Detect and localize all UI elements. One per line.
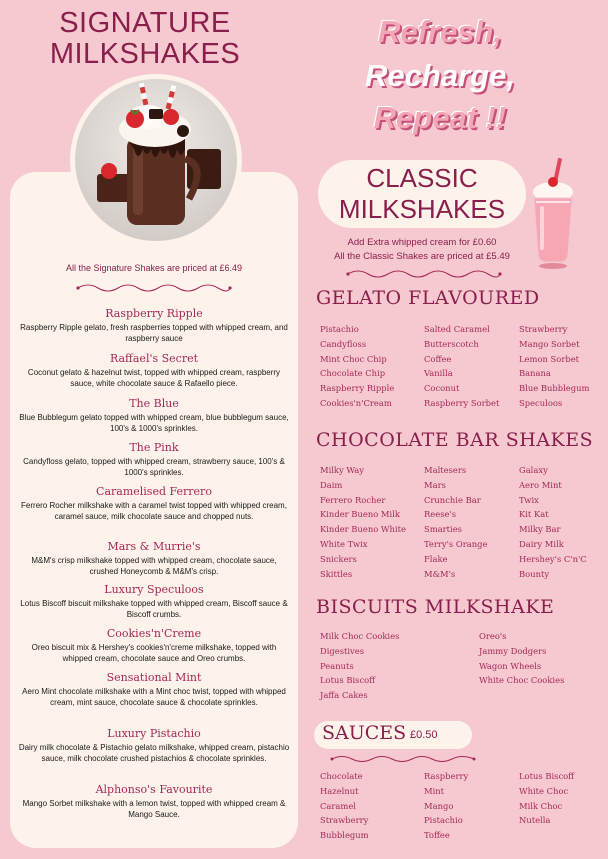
signature-price-note: All the Signature Shakes are priced at £6.49 — [65, 263, 243, 273]
signature-item-desc: Lotus Biscoff biscuit milkshake topped with whipped cream, Biscoff sauce & Biscoff crumbs. — [20, 599, 288, 619]
classic-price-note: All the Classic Shakes are priced at £5.49 — [334, 251, 510, 262]
signature-item-name: The Blue — [129, 397, 179, 410]
classic-shake-glass-image — [528, 158, 578, 276]
list-item: Pistachio — [424, 815, 463, 826]
list-item: Bubblegum — [320, 830, 369, 841]
list-item: Blue Bubblegum — [519, 383, 590, 394]
list-item: Milky Bar — [519, 524, 561, 535]
signature-title-line2: MILKSHAKES — [49, 38, 241, 70]
list-item: Galaxy — [519, 465, 548, 475]
list-item: Mars — [424, 479, 446, 490]
list-item: Strawberry — [320, 815, 369, 826]
list-item: Chocolate Chip — [320, 368, 386, 379]
list-item: Dairy Milk — [519, 538, 564, 549]
list-item: Peanuts — [320, 660, 354, 671]
chocolate-col2 — [424, 463, 487, 581]
freakshake-image — [75, 79, 237, 241]
list-item: Nutella — [519, 815, 551, 826]
list-item: Ferrero Rocher — [320, 494, 386, 505]
sauces-price: £0.50 — [410, 729, 438, 741]
signature-item-desc: Dairy milk chocolate & Pistachio gelato milkshake, whipped cream, pistachio sauce, milk chocolate crushed pistachios & chocolate sprinkles. — [18, 743, 290, 763]
signature-title — [20, 8, 270, 70]
list-item: Lotus Biscoff — [320, 675, 376, 686]
tagline-recharge: Recharge, — [365, 58, 515, 93]
list-item: Candyfloss — [320, 338, 367, 349]
list-item: Banana — [519, 368, 551, 379]
list-item: Mango — [424, 800, 454, 811]
list-item: Smarties — [424, 524, 462, 535]
list-item: White Choc — [519, 785, 569, 796]
signature-item-name: Raspberry Ripple — [105, 307, 203, 320]
list-item: Pistachio — [320, 324, 359, 334]
list-item: Mango Sorbet — [519, 338, 580, 349]
list-item: Cookies'n'Cream — [320, 397, 392, 408]
list-item: Raspberry Ripple — [320, 383, 395, 394]
list-item: Kinder Bueno Milk — [320, 509, 400, 520]
signature-item-desc: Ferrero Rocher milkshake with a caramel twist topped with whipped cream, caramel sauce, milk chocolate sauce and chopped nuts. — [21, 501, 287, 521]
list-item: Oreo's — [479, 631, 507, 641]
signature-item-desc: Aero Mint chocolate milkshake with a Mint choc twist, topped with whipped cream, mint sauce, chocolate sauce & chocolate sprinkles. — [22, 687, 286, 707]
chocolate-heading: CHOCOLATE BAR SHAKES — [316, 429, 594, 451]
biscuits-heading: BISCUITS MILKSHAKE — [316, 596, 555, 618]
gelato-heading: GELATO FLAVOURED — [316, 287, 540, 309]
classic-title — [318, 163, 526, 225]
list-item: Snickers — [320, 553, 357, 564]
list-item: Hazelnut — [320, 785, 359, 796]
signature-item-alphonsos-favourite — [18, 783, 290, 820]
list-item: Lemon Sorbet — [519, 353, 580, 364]
list-item: Daim — [320, 479, 343, 490]
signature-item-name: Mars & Murrie's — [107, 540, 201, 553]
list-item: Terry's Orange — [424, 538, 488, 549]
signature-item-name: The Pink — [129, 441, 179, 454]
signature-item-name: Sensational Mint — [106, 671, 202, 684]
list-item: Bounty — [519, 568, 550, 579]
list-item: Speculoos — [519, 397, 563, 408]
list-item: Milky Way — [320, 465, 365, 475]
signature-item-name: Raffael's Secret — [109, 352, 199, 365]
signature-item-name: Cookies'n'Creme — [106, 627, 202, 640]
list-item: Butterscotch — [424, 338, 479, 349]
list-item: M&M's — [424, 568, 456, 579]
signature-item-name: Luxury Pistachio — [107, 727, 201, 740]
gelato-col1 — [320, 322, 394, 411]
list-item: Twix — [519, 494, 539, 505]
list-item: Crunchie Bar — [424, 494, 481, 505]
classic-divider-swirl — [344, 267, 504, 281]
list-item: Mint Choc Chip — [320, 353, 387, 364]
list-item: White Choc Cookies — [479, 675, 565, 686]
list-item: Hershey's C'n'C — [519, 553, 587, 564]
signature-item-desc: Candyfloss gelato, topped with whipped cream, strawberry sauce, 100's & 1000's sprinkles. — [23, 457, 285, 477]
list-item: Milk Choc — [519, 800, 563, 811]
list-item: Digestives — [320, 645, 365, 656]
list-item: Chocolate — [320, 771, 363, 781]
list-item: Mint — [424, 785, 445, 796]
sauces-col2 — [424, 769, 468, 843]
biscuits-col1 — [320, 629, 399, 703]
signature-item-cookies-n-creme — [18, 627, 290, 664]
list-item: Milk Choc Cookies — [320, 631, 400, 641]
list-item: Reese's — [424, 509, 457, 520]
signature-item-the-pink — [18, 441, 290, 478]
chocolate-col3 — [519, 463, 587, 581]
signature-item-luxury-pistachio — [18, 727, 290, 764]
signature-divider-swirl — [74, 281, 234, 295]
list-item: Wagon Wheels — [479, 660, 542, 671]
list-item: Jammy Dodgers — [479, 645, 547, 656]
list-item: Toffee — [424, 830, 450, 841]
signature-item-name: Caramelised Ferrero — [96, 485, 212, 498]
chocolate-col1 — [320, 463, 406, 581]
signature-item-desc: Oreo biscuit mix & Hershey's cookies'n'creme milkshake, topped with whipped cream, chocolate sauce and Oreo crumbs. — [31, 643, 277, 663]
list-item: White Twix — [320, 538, 368, 549]
list-item: Kit Kat — [519, 509, 549, 520]
signature-item-name: Luxury Speculoos — [104, 583, 204, 596]
signature-item-mars-murries — [18, 540, 290, 577]
signature-item-desc: Mango Sorbet milkshake with a lemon twist, topped with whipped cream & Mango Sauce. — [22, 799, 286, 819]
sauces-col1 — [320, 769, 369, 843]
signature-shake-photo — [70, 74, 242, 246]
gelato-col3 — [519, 322, 589, 411]
classic-extra-cream-note: Add Extra whipped cream for £0.60 — [347, 237, 497, 248]
list-item: Coconut — [424, 383, 460, 394]
list-item: Maltesers — [424, 465, 467, 475]
list-item: Flake — [424, 553, 448, 564]
gelato-col2 — [424, 322, 499, 411]
classic-title-line1: CLASSIC — [366, 163, 478, 193]
tagline-repeat: Repeat !! — [373, 100, 507, 135]
signature-title-line1: SIGNATURE — [59, 7, 231, 39]
signature-item-the-blue — [18, 397, 290, 434]
signature-item-desc: Coconut gelato & hazelnut twist, topped with whipped cream, raspberry sauce, white chocolate sauce & Rafaello piece. — [27, 368, 281, 388]
signature-item-raspberry-ripple — [18, 307, 290, 344]
list-item: Coffee — [424, 353, 452, 364]
signature-item-luxury-speculoos — [18, 583, 290, 620]
classic-title-line2: MILKSHAKES — [338, 194, 506, 224]
list-item: Caramel — [320, 800, 356, 811]
list-item: Strawberry — [519, 324, 568, 334]
list-item: Kinder Bueno White — [320, 524, 406, 535]
signature-item-sensational-mint — [18, 671, 290, 708]
list-item: Raspberry — [424, 771, 469, 781]
signature-item-desc: Blue Bubblegum gelato topped with whipped cream, blue bubblegum sauce, 100's & 1000's sprinkles. — [19, 413, 289, 433]
signature-item-caramelised-ferrero — [18, 485, 290, 522]
signature-item-desc: M&M's crisp milkshake topped with whipped cream, chocolate sauce, crushed Honeycomb & M&M's crisp. — [31, 556, 277, 576]
signature-item-raffaels-secret — [18, 352, 290, 389]
signature-item-name: Alphonso's Favourite — [95, 783, 213, 796]
list-item: Aero Mint — [519, 479, 562, 490]
biscuits-col2 — [479, 629, 564, 688]
tagline-refresh: Refresh, — [377, 14, 503, 49]
list-item: Salted Caramel — [424, 324, 490, 334]
list-item: Raspberry Sorbet — [424, 397, 500, 408]
list-item: Jaffa Cakes — [320, 690, 368, 701]
sauces-heading: SAUCES — [322, 722, 407, 744]
list-item: Lotus Biscoff — [519, 771, 575, 781]
signature-item-desc: Raspberry Ripple gelato, fresh raspberries topped with whipped cream, and raspberry sauce — [20, 323, 288, 343]
list-item: Skittles — [320, 568, 353, 579]
list-item: Vanilla — [424, 368, 453, 379]
sauces-col3 — [519, 769, 574, 828]
sauces-divider-swirl — [328, 753, 478, 765]
